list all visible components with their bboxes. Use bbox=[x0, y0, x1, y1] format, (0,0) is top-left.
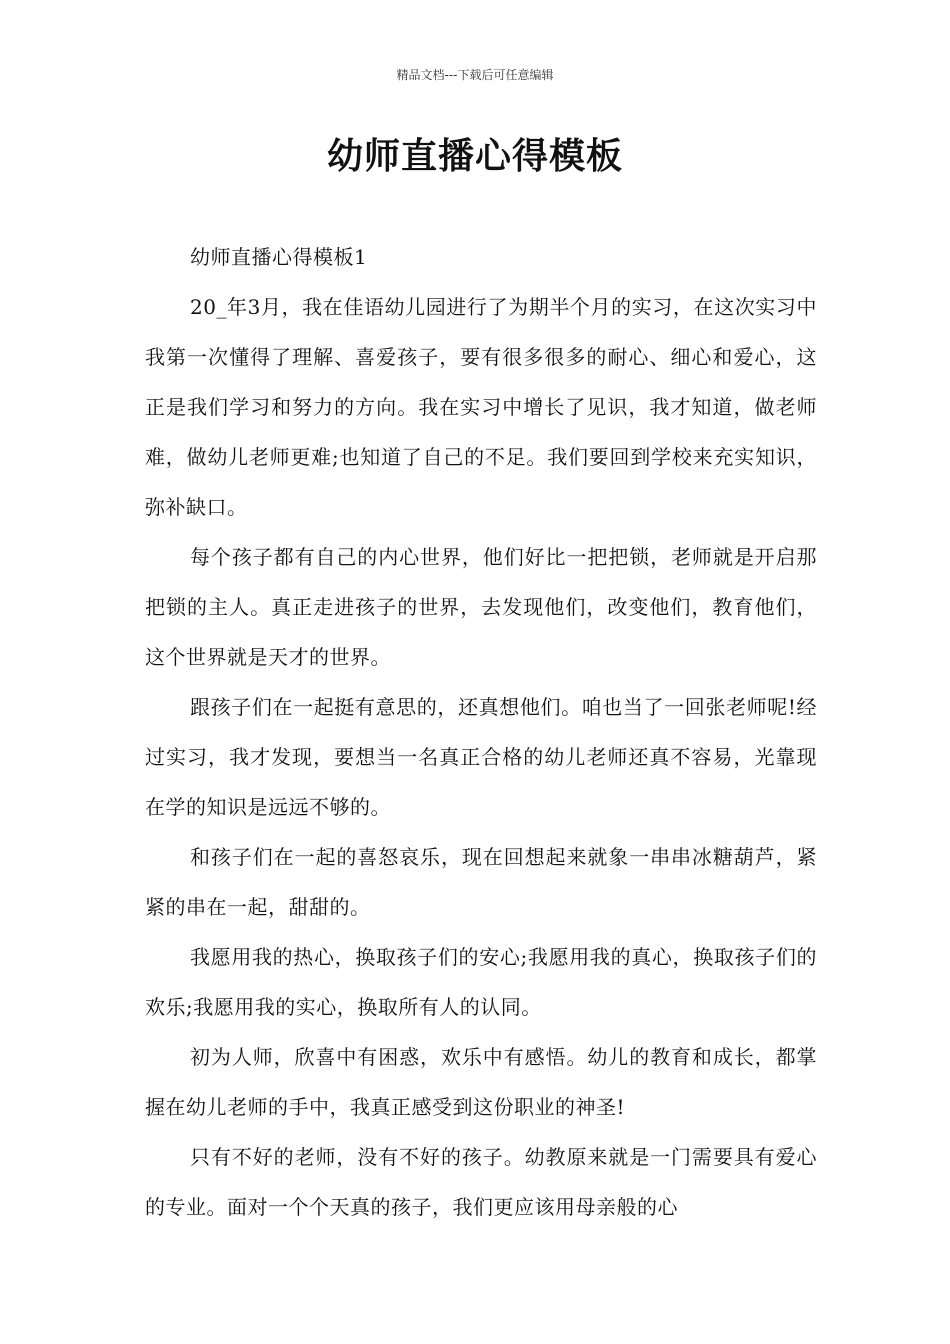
paragraph: 跟孩子们在一起挺有意思的，还真想他们。咱也当了一回张老师呢!经过实习，我才发现，要想当一名真正合格的幼儿老师还真不容易，光靠现在学的知识是远远不够的。 bbox=[145, 695, 817, 819]
paragraph: 20_年3月，我在佳语幼儿园进行了为期半个月的实习，在这次实习中我第一次懂得了理解、喜爱孩子，要有很多很多的耐心、细心和爱心，这正是我们学习和努力的方向。我在实习中增长了见识，我才知道，做老师难，做幼儿老师更难;也知道了自己的不足。我们要回到学校来充实知识，弥补缺口。 bbox=[145, 295, 817, 519]
document-body bbox=[145, 232, 817, 1232]
paragraph: 每个孩子都有自己的内心世界，他们好比一把把锁，老师就是开启那把锁的主人。真正走进孩子的世界，去发现他们，改变他们，教育他们，这个世界就是天才的世界。 bbox=[145, 545, 817, 669]
section-heading: 幼师直播心得模板1 bbox=[190, 245, 368, 269]
document-title: 幼师直播心得模板 bbox=[326, 136, 623, 177]
paragraph: 初为人师，欣喜中有困惑，欢乐中有感悟。幼儿的教育和成长，都掌握在幼儿老师的手中，我真正感受到这份职业的神圣! bbox=[145, 1045, 817, 1119]
paragraph: 我愿用我的热心，换取孩子们的安心;我愿用我的真心，换取孩子们的欢乐;我愿用我的实心，换取所有人的认同。 bbox=[145, 945, 817, 1019]
header-note: 精品文档---下载后可任意编辑 bbox=[396, 68, 554, 82]
paragraph: 只有不好的老师，没有不好的孩子。幼教原来就是一门需要具有爱心的专业。面对一个个天真的孩子，我们更应该用母亲般的心 bbox=[145, 1145, 817, 1219]
paragraph: 和孩子们在一起的喜怒哀乐，现在回想起来就象一串串冰糖葫芦，紧紧的串在一起，甜甜的。 bbox=[145, 845, 817, 919]
